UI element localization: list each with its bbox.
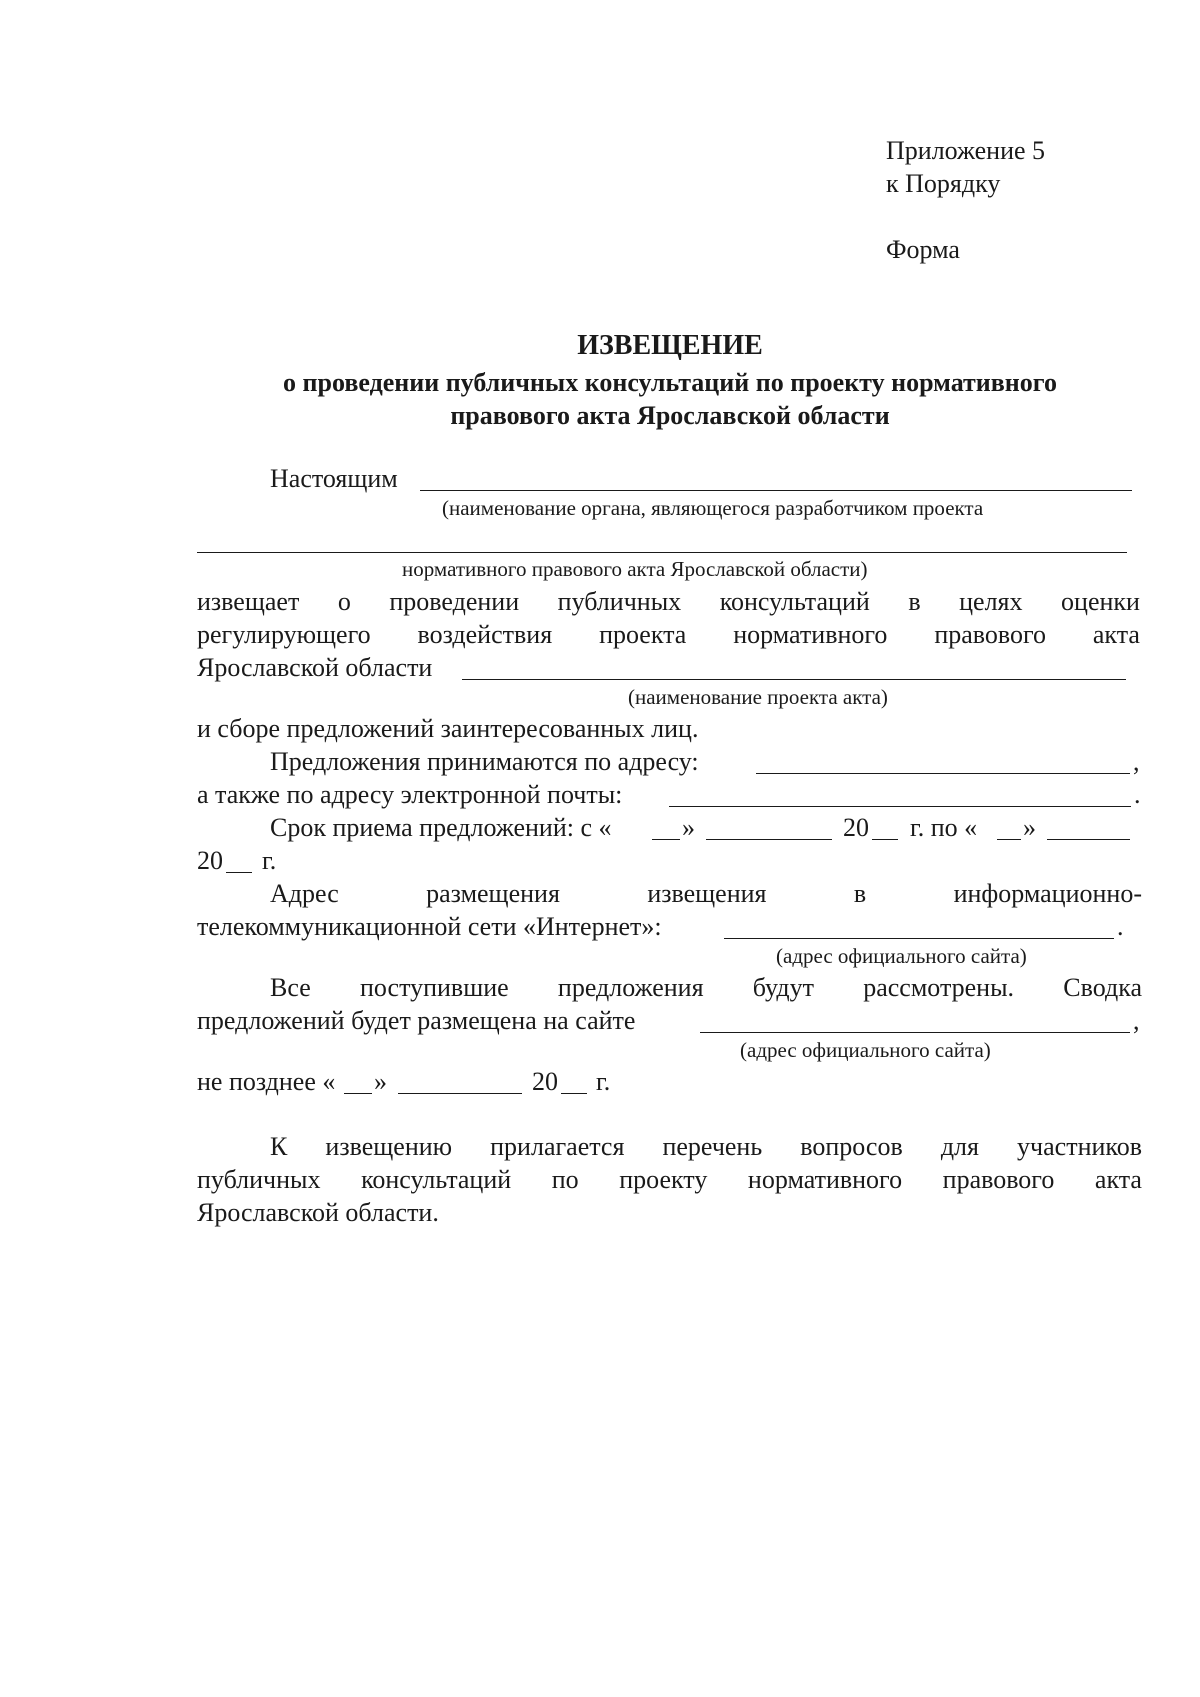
title-line-1: о проведении публичных консультаций по проекту нормативного: [283, 368, 1057, 397]
term-end-quote: »: [1023, 813, 1036, 842]
deadline-quote-close: »: [374, 1067, 387, 1096]
site-blank-2: [700, 1032, 1130, 1033]
term-year2-blank: [226, 872, 252, 873]
collect-text: и сборе предложений заинтересованных лиц.: [197, 714, 699, 743]
site-blank-1: [724, 938, 1114, 939]
hint-organ-1: (наименование органа, являющегося разработчиком проекта: [442, 496, 984, 520]
all-line: Все поступившие предложения будут рассмотрены. Сводка: [270, 973, 1142, 1002]
address-comma: ,: [1133, 747, 1140, 776]
email-label: а также по адресу электронной почты:: [197, 780, 623, 809]
term-year-suffix: г. по «: [910, 813, 978, 842]
summary-label: предложений будет размещена на сайте: [197, 1006, 636, 1035]
placement-line: Адрес размещения извещения в информационно-: [270, 879, 1142, 908]
deadline-year: 20: [532, 1067, 558, 1096]
form-label: Форма: [886, 235, 960, 264]
email-period: .: [1134, 780, 1141, 809]
term-year: 20: [843, 813, 869, 842]
summary-comma: ,: [1133, 1006, 1140, 1035]
term-day-blank: [652, 839, 680, 840]
regulating-line: регулирующего воздействия проекта нормативного правового акта: [197, 620, 1140, 649]
deadline-year-suffix: г.: [596, 1067, 611, 1096]
attach-line-3: Ярославской области.: [197, 1198, 439, 1227]
placement-line-2: телекоммуникационной сети «Интернет»:: [197, 912, 662, 941]
hereby-text: Настоящим: [270, 464, 398, 493]
deadline-year-blank: [561, 1093, 587, 1094]
term-end-day-blank: [997, 839, 1021, 840]
notify-line: извещает о проведении публичных консультаций в целях оценки: [197, 587, 1140, 616]
hint-site-1: (адрес официального сайта): [776, 944, 1027, 968]
term-year2: 20: [197, 846, 223, 875]
hint-site-2: (адрес официального сайта): [740, 1038, 991, 1062]
term-end-month-blank: [1047, 839, 1130, 840]
term-year-blank: [872, 839, 898, 840]
hint-organ-2: нормативного правового акта Ярославской области): [402, 557, 868, 581]
deadline-day-blank: [344, 1093, 372, 1094]
term-label: Срок приема предложений: с «: [270, 813, 612, 842]
organ-blank: [420, 490, 1132, 491]
appendix-number: Приложение 5: [886, 136, 1046, 165]
document-title: ИЗВЕЩЕНИЕ: [577, 330, 763, 361]
address-label: Предложения принимаются по адресу:: [270, 747, 699, 776]
email-blank: [669, 806, 1131, 807]
site-period: .: [1117, 912, 1124, 941]
term-quote-close: »: [682, 813, 695, 842]
hint-act-name: (наименование проекта акта): [628, 685, 888, 709]
appendix-order: к Порядку: [886, 169, 1001, 198]
term-year2-suffix: г.: [262, 846, 277, 875]
deadline-label: не позднее «: [197, 1067, 336, 1096]
region-text: Ярославской области: [197, 653, 433, 682]
attach-line-2: публичных консультаций по проекту нормативного правового акта: [197, 1165, 1142, 1194]
title-line-2: правового акта Ярославской области: [450, 401, 890, 430]
deadline-month-blank: [398, 1093, 522, 1094]
term-month-blank: [706, 839, 832, 840]
organ-blank-2: [197, 552, 1127, 553]
address-blank: [756, 773, 1130, 774]
attach-line-1: К извещению прилагается перечень вопросов для участников: [270, 1132, 1142, 1161]
act-name-blank: [462, 679, 1126, 680]
